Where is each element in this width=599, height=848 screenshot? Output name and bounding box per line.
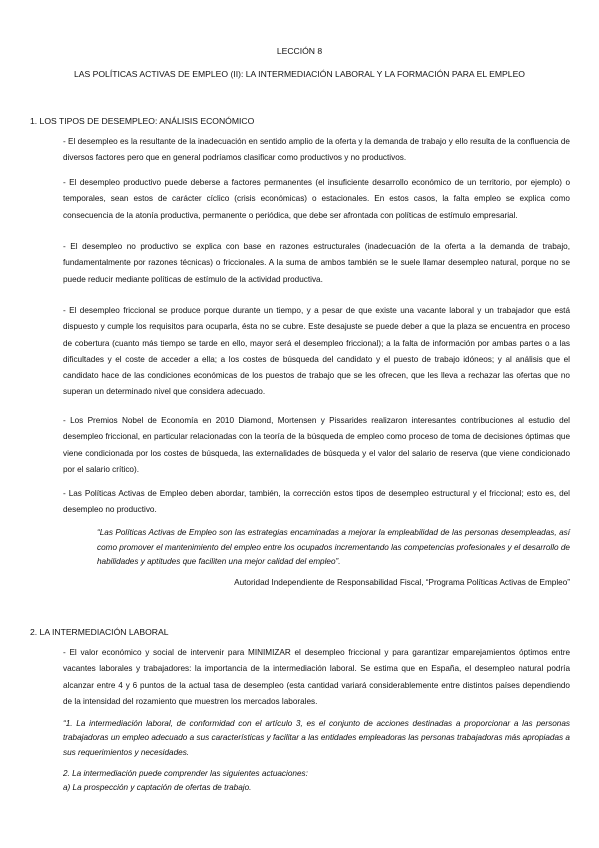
law-item-intro: 2. La intermediación puede comprender las siguientes actuaciones: [63,769,308,778]
quote-source: Autoridad Independiente de Responsabilidad Fiscal, “Programa Políticas Activas de Empleo” [234,578,570,587]
paragraph-6: - Las Políticas Activas de Empleo deben abordar, también, la corrección estos tipos de desempleo estructural y el friccional; esto es, del desempleo no productivo. [63,489,570,515]
lesson-number: LECCIÓN 8 [276,46,323,56]
definition-quote: “Las Políticas Activas de Empleo son las estrategias encaminadas a mejorar la empleabilidad de las personas desempleadas, así como promover el mantenimiento del empleo entre los ocupados incrementando las competencias profesionales y el desarrollo de habilidades y aptitudes que faciliten una mejor calidad del empleo”. [97,528,570,567]
section-2-heading: 2. LA INTERMEDIACIÓN LABORAL [30,627,169,637]
law-item-a: a) La prospección y captación de ofertas de trabajo. [63,783,252,792]
paragraph-4: - El desempleo friccional se produce porque durante un tiempo, y a pesar de que existe una vacante laboral y un trabajador que está dispuesto y cumple los requisitos para ocuparla, ésta no se cubre. Este desajuste se puede deber a que la plaza se encuentra en proceso de cobertura (cuanto más tiempo se tarde en ello, mayor será el desempleo friccional); a la falta de información por ambas partes o a las dificultades y el coste de acceder a ella; a los costes de búsqueda del candidato y el puesto de trabajo idóneos; y al análisis que el candidato hace de las condiciones económicas de los puestos de trabajo que se les ofrecen, que les lleva a rechazar las ofertas que no superan un determinado nivel que considera adecuado. [63,306,570,397]
paragraph-3: - El desempleo no productivo se explica con base en razones estructurales (inadecuación de la oferta a la demanda de trabajo, fundamentalmente por razones técnicas) o friccionales. A la suma de ambos también se le suele llamar desempleo natural, porque no se puede reducir mediante políticas de estímulo de la actividad productiva. [63,242,570,284]
section-1-heading: 1. LOS TIPOS DE DESEMPLEO: ANÁLISIS ECONÓMICO [30,116,255,126]
paragraph-2: - El desempleo productivo puede deberse a factores permanentes (el insuficiente desarrollo económico de un territorio, por ejemplo) o temporales, sean estos de carácter cíclico (crisis económicas) o estacionales. En estos casos, la falta empleo se explica como consecuencia de la atonía productiva, permanente o periódica, que debe ser afrontada con políticas de estímulo empresarial. [63,178,570,220]
section-2-paragraph: - El valor económico y social de intervenir para MINIMIZAR el desempleo friccional y para garantizar emparejamientos óptimos entre vacantes laborales y trabajadores: la importancia de la intermediación laboral. Se estima que en España, el desempleo natural podría alcanzar entre 4 y 6 puntos de la actual tasa de desempleo (esta cantidad variará considerablemente entre distintos países dependiendo de la intensidad del rozamiento que muestren los mercados laborales. [63,648,570,706]
paragraph-5: - Los Premios Nobel de Economía en 2010 Diamond, Mortensen y Pissarides realizaron interesantes contribuciones al estudio del desempleo friccional, en particular relacionadas con la teoría de la búsqueda de empleo como proceso de toma de decisiones óptimas que viene condicionada por los costes de búsqueda, las externalidades de búsqueda y el valor del salario de reserva (que viene condicionado por el salario crítico). [63,416,570,474]
law-quote: “1. La intermediación laboral, de conformidad con el artículo 3, es el conjunto de acciones destinadas a proporcionar a las personas trabajadoras un empleo adecuado a sus características y facilitar a las entidades empleadoras las personas trabajadoras más apropiadas a sus requerimientos y necesidades. [63,719,570,757]
paragraph-1: - El desempleo es la resultante de la inadecuación en sentido amplio de la oferta y la demanda de trabajo y ello resulta de la confluencia de diversos factores pero que en general podríamos clasificar como productivos y no productivos. [63,137,570,163]
document-title: LAS POLÍTICAS ACTIVAS DE EMPLEO (II): LA INTERMEDIACIÓN LABORAL Y LA FORMACIÓN PARA EL EMPLEO [74,69,525,79]
